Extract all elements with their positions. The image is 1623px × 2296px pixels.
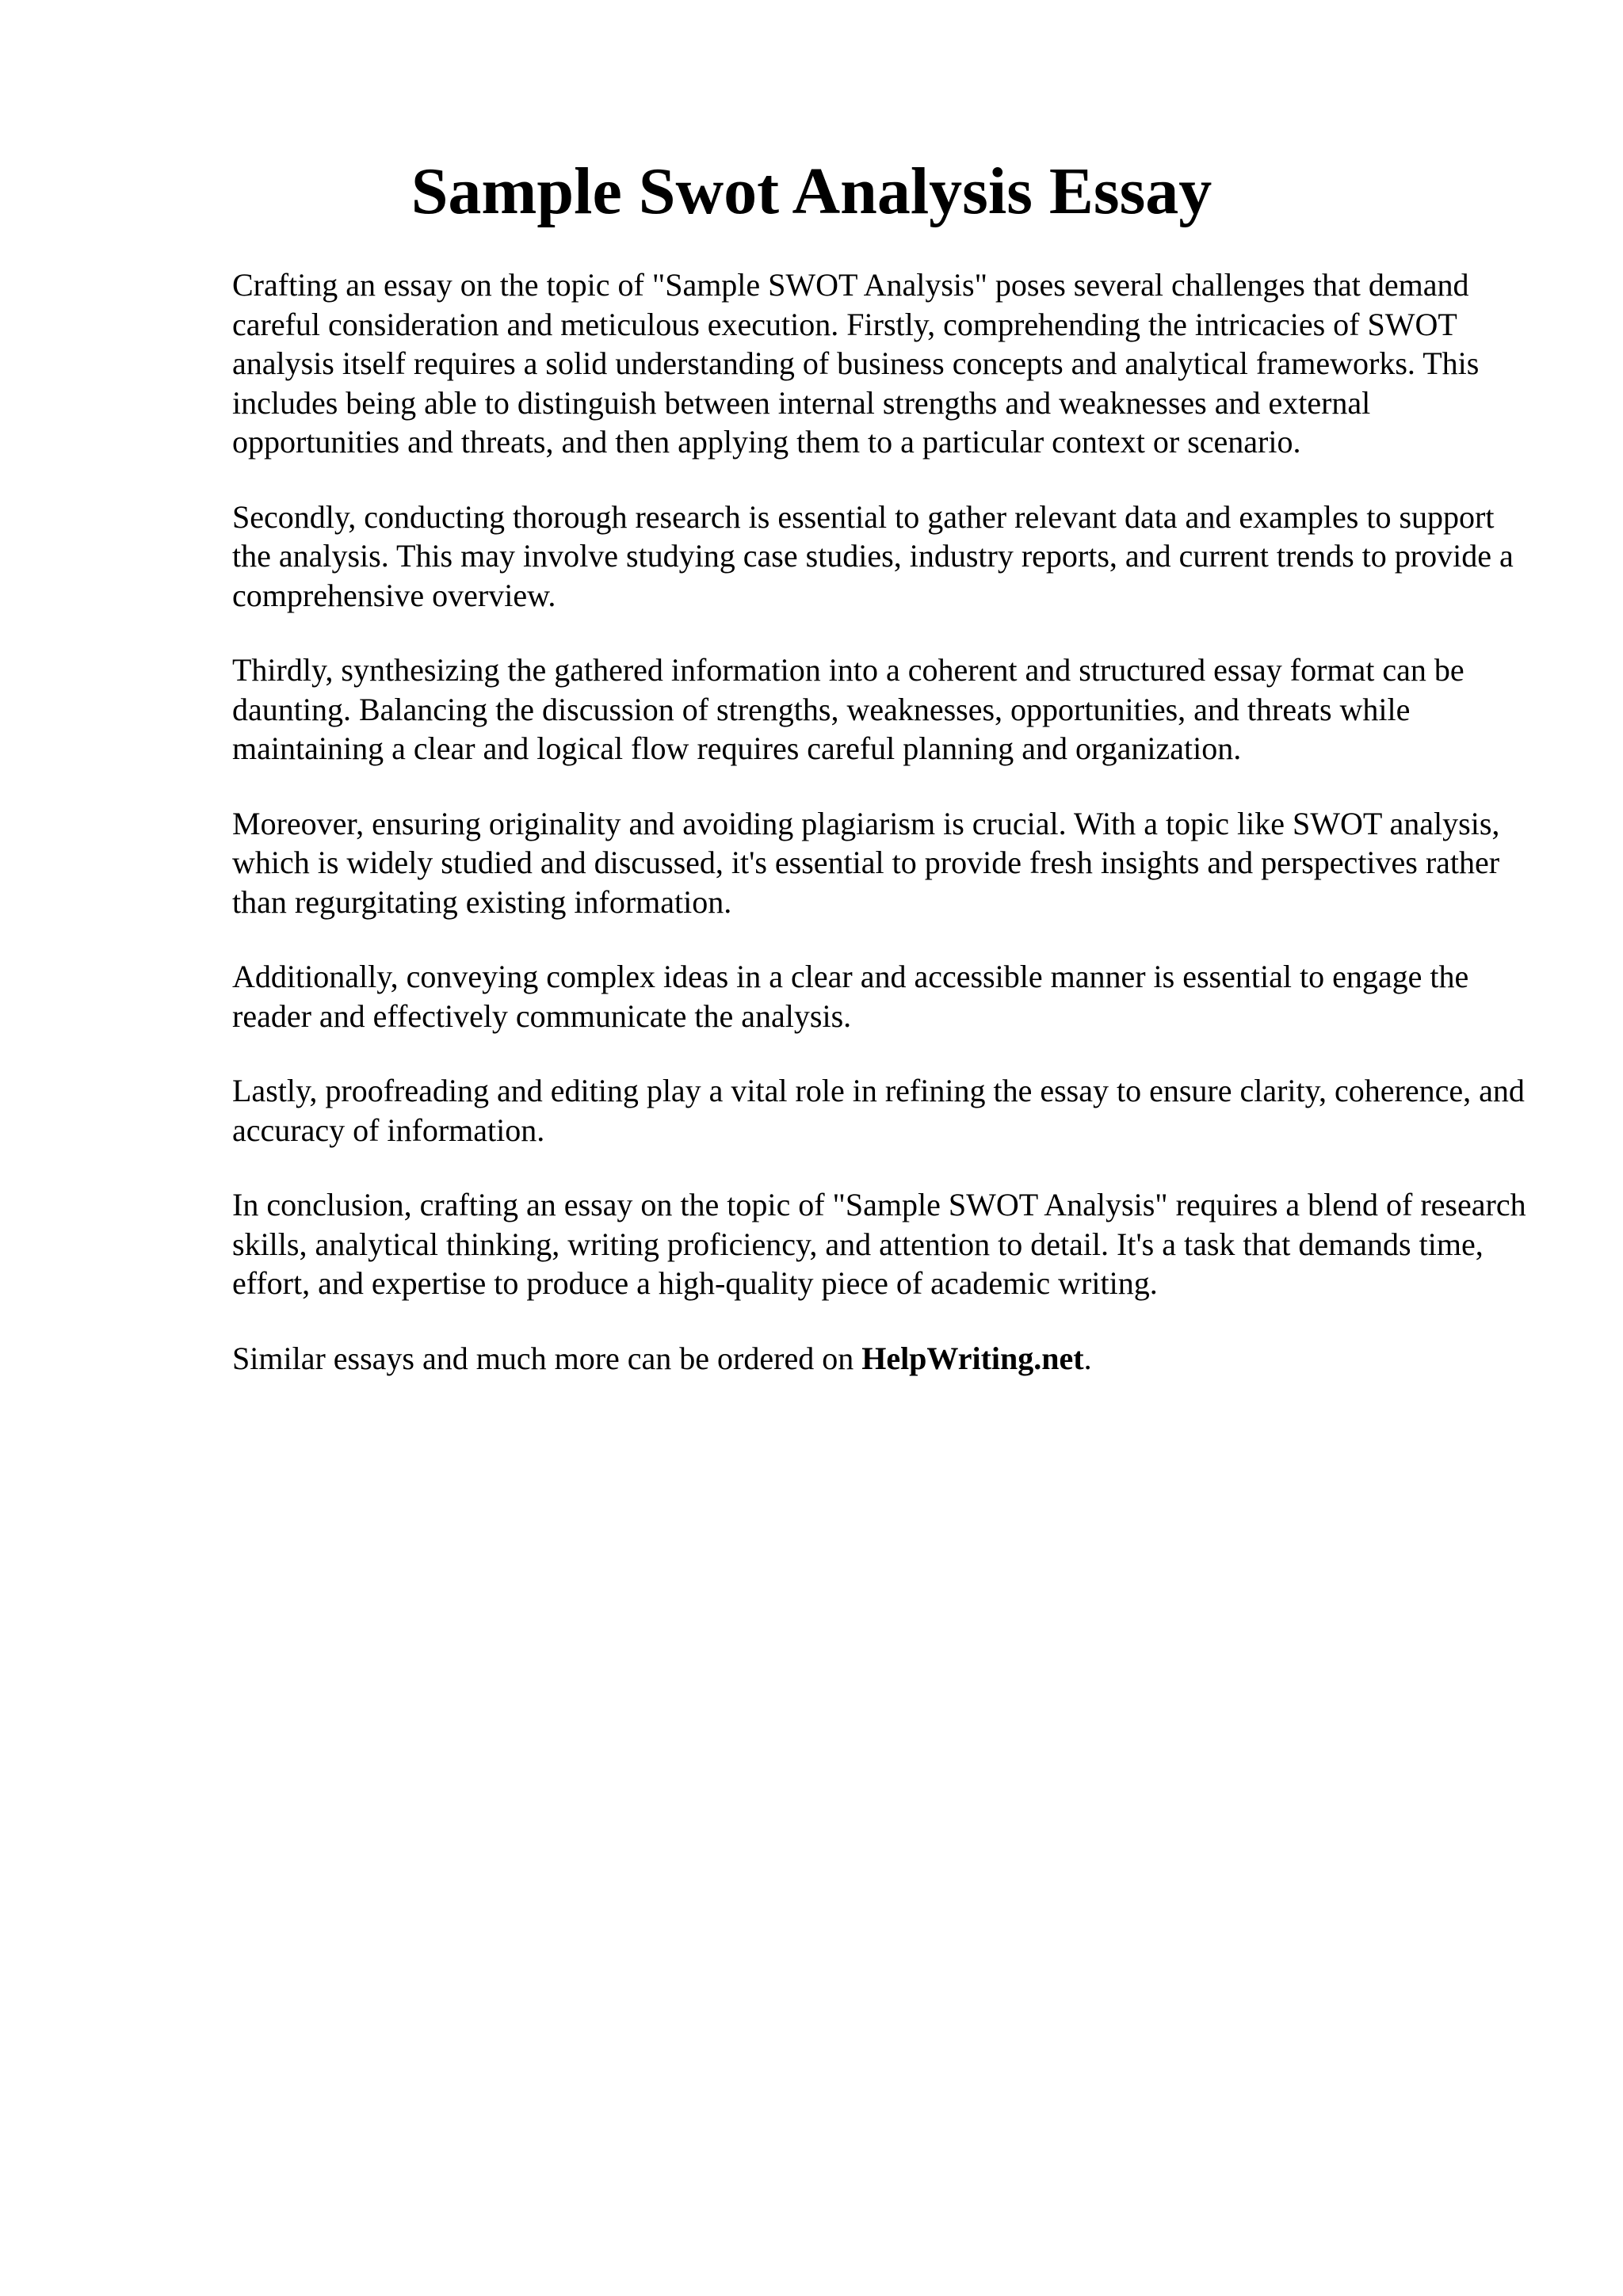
- paragraph-proofreading: Lastly, proofreading and editing play a vital role in refining the essay to ensure clarity, coherence, and accuracy of information.: [232, 1073, 1525, 1148]
- paragraph-conclusion: In conclusion, crafting an essay on the topic of "Sample SWOT Analysis" requires a blend of research skills, analytical thinking, writing proficiency, and attention to detail. It's a task that demands time, effort, and expertise to produce a high-quality piece of academic writing.: [232, 1187, 1526, 1301]
- closing-period: .: [1083, 1340, 1092, 1376]
- closing-text: Similar essays and much more can be ordered on: [232, 1340, 854, 1376]
- paragraph-intro: Crafting an essay on the topic of "Sample SWOT Analysis" poses several challenges that demand careful consideration and meticulous execution. Firstly, comprehending the intricacies of SWOT analysis itself requires a solid understanding of business concepts and analytical frameworks. This includes being able to distinguish between internal strengths and weaknesses and external opportunities and threats, and then applying them to a particular context or scenario.: [232, 267, 1480, 460]
- helpwriting-link[interactable]: HelpWriting.net: [861, 1340, 1084, 1376]
- essay-body: [232, 265, 1532, 1413]
- page-title: Sample Swot Analysis Essay: [411, 154, 1212, 228]
- paragraph-synthesis: Thirdly, synthesizing the gathered information into a coherent and structured essay format can be daunting. Balancing the discussion of strengths, weaknesses, opportunities, and threats while maintaining a clear and logical flow requires careful planning and organization.: [232, 652, 1465, 766]
- closing-line: [232, 1339, 1532, 1379]
- paragraph-research: Secondly, conducting thorough research is essential to gather relevant data and examples to support the analysis. This may involve studying case studies, industry reports, and current trends to provide a comprehensive overview.: [232, 498, 1514, 613]
- paragraph-originality: Moreover, ensuring originality and avoiding plagiarism is crucial. With a topic like SWOT analysis, which is widely studied and discussed, it's essential to provide fresh insights and perspectives rather than regurgitating existing information.: [232, 805, 1500, 920]
- paragraph-clarity: Additionally, conveying complex ideas in a clear and accessible manner is essential to engage the reader and effectively communicate the analysis.: [232, 959, 1469, 1034]
